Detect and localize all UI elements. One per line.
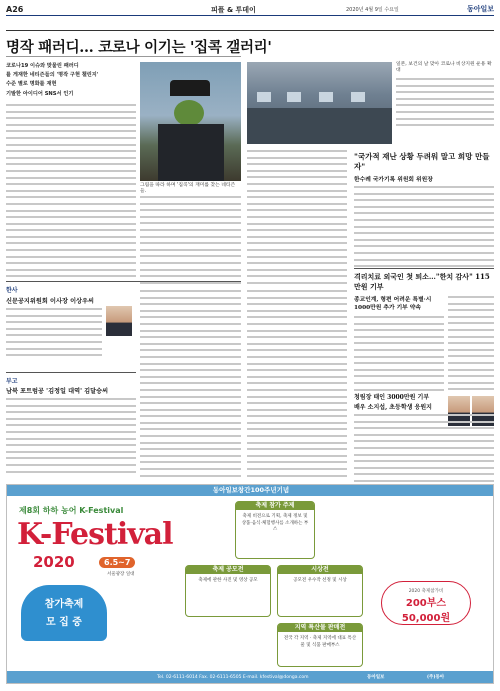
obituary-title: 남북 포트럼공 '김정일 대역' 김달승씨 bbox=[6, 388, 109, 395]
right-body-1 bbox=[354, 186, 494, 272]
banner-footer bbox=[7, 671, 494, 684]
masthead bbox=[6, 4, 494, 16]
korea-journal-title: 신문공지위원회 이사장 이상우씨 bbox=[6, 298, 94, 305]
bowler-hat-shape bbox=[170, 80, 210, 96]
right-subtitle-4: 배우 소지섭, 초등학생 응원지 bbox=[354, 404, 432, 411]
panel-specialty-sale bbox=[277, 623, 363, 667]
panel-body: 축제에 관한 사진 및 영상 공모 bbox=[198, 578, 258, 583]
fee-box bbox=[381, 581, 471, 625]
obituary-body bbox=[6, 398, 136, 477]
korea-journal-body bbox=[6, 308, 102, 361]
panel-title: 지역 특산물 판매전 bbox=[278, 623, 362, 632]
deck-line: 수준 별로 명화를 재현 bbox=[6, 81, 57, 88]
deck-line: 를 게재한 네티즌들의 '명작 구현 챌린지' bbox=[6, 72, 99, 79]
recruit-line-2: 모 집 중 bbox=[46, 617, 82, 628]
right-photo-caption: 일본, 보건의 날 맞아 코로나 비상지원 운용 확대 bbox=[396, 62, 492, 74]
right-subtitle-3: 청림장 태인 3000만원 기부 bbox=[354, 394, 430, 401]
monitor-shape bbox=[319, 92, 333, 102]
k-festival-advertisement bbox=[6, 484, 494, 684]
mid-rule-right bbox=[354, 268, 494, 269]
right-headline-1: "국가적 재난 상황 두려워 말고 희망 만들자" bbox=[354, 152, 490, 171]
section-label-obituary: 부고 bbox=[6, 378, 18, 385]
mid-rule-obituary bbox=[6, 372, 136, 373]
apple-shape bbox=[174, 100, 204, 126]
deck-line: 코로나19 이슈와 맞물린 패러디 bbox=[6, 63, 79, 69]
right-subtitle-2: 종교인계, 형편 어려운 특별·시 1000만원 추가 기부 약속 bbox=[354, 297, 432, 311]
right-headline-2: 격리치료 외국인 첫 퇴소…"한치 감사" 115만원 기부 bbox=[354, 272, 490, 291]
headline-rule bbox=[6, 56, 241, 57]
kfest-subtitle: 제8회 하하 농어 K-Festival bbox=[19, 506, 124, 515]
fee-label: 2020 축제참가비 bbox=[408, 589, 444, 594]
desk-shape bbox=[247, 108, 392, 144]
article-body-col3 bbox=[247, 150, 347, 288]
panel-body: 축제 비전으로 기획, 축제 정보 및 상품·음식·체험행사를 소개하는 부스 bbox=[241, 514, 309, 533]
person-portrait bbox=[106, 306, 132, 336]
recruit-line-1: 참가축제 bbox=[44, 599, 84, 610]
right-caption-lines bbox=[396, 78, 494, 131]
banner-info-panels bbox=[185, 497, 365, 669]
section-label-korea-journal: 한사 bbox=[6, 287, 18, 294]
panel-awards bbox=[277, 565, 363, 617]
panel-body: 전국 각 지역 · 축제 지역에 대표 특산물 및 식품 판매부스 bbox=[283, 636, 357, 648]
right-body-3 bbox=[354, 414, 494, 487]
kfest-title: K-Festival bbox=[17, 517, 173, 552]
kfest-date: 6.5~7 bbox=[99, 557, 135, 568]
article-body-col2 bbox=[140, 196, 241, 288]
contact-info: Tel. 02-6111-6014 Fax. 02-6111-6505 E-mail. kfestival@donga.com bbox=[157, 675, 309, 680]
monitor-shape bbox=[257, 92, 271, 102]
monitor-shape bbox=[351, 92, 365, 102]
right-body-2b bbox=[448, 296, 494, 395]
deck-line: 기발한 아이디어 SNS서 인기 bbox=[6, 90, 74, 97]
section-title: 피플 & 투데이 bbox=[211, 6, 256, 14]
article-deck bbox=[6, 62, 136, 99]
top-rule bbox=[6, 30, 494, 31]
page-number: A26 bbox=[6, 5, 24, 14]
col-mid-body-1 bbox=[140, 290, 241, 481]
coat-shape bbox=[158, 124, 224, 181]
fee-amount: 200부스 bbox=[405, 598, 447, 609]
newspaper-logo: 동아일보 bbox=[466, 5, 494, 13]
main-photo-caption: 그림을 따라 하며 '집콕'의 재미를 찾는 네티즌들. bbox=[140, 183, 236, 195]
right-subtitle-1: 한수례 국가기록 위원회 위원장 bbox=[354, 177, 433, 183]
magritte-parody-photo bbox=[140, 62, 241, 181]
recruit-badge bbox=[21, 585, 107, 641]
panel-body: 공모전 우수작 선정 및 시상 bbox=[293, 578, 347, 583]
fee-price: 50,000원 bbox=[401, 613, 451, 624]
panel-title: 축제 참가 주제 bbox=[236, 501, 314, 510]
right-body-2 bbox=[354, 316, 444, 395]
panel-contest bbox=[185, 565, 271, 617]
sponsor-logo-2: (주)동아 bbox=[427, 675, 445, 680]
sponsor-logo: 동아일보 bbox=[367, 675, 385, 680]
office-photo bbox=[247, 62, 392, 144]
panel-title: 축제 공모전 bbox=[186, 565, 270, 574]
main-headline: 명작 패러디… 코로나 이기는 '집콕 갤러리' bbox=[6, 39, 272, 56]
issue-date: 2020년 4월 9일 수요일 bbox=[346, 7, 399, 13]
mid-rule-left bbox=[6, 281, 241, 282]
banner-topbar: 동아일보창간100주년기념 bbox=[7, 485, 494, 496]
article-body-col1 bbox=[6, 104, 136, 282]
kfest-year: 2020 bbox=[33, 553, 75, 571]
col-mid-body-2 bbox=[247, 290, 347, 481]
kfest-venue: 서울광장 일대 bbox=[107, 572, 135, 577]
monitor-shape bbox=[287, 92, 301, 102]
panel-festival-topic bbox=[235, 501, 315, 559]
panel-title: 시상전 bbox=[278, 565, 362, 574]
